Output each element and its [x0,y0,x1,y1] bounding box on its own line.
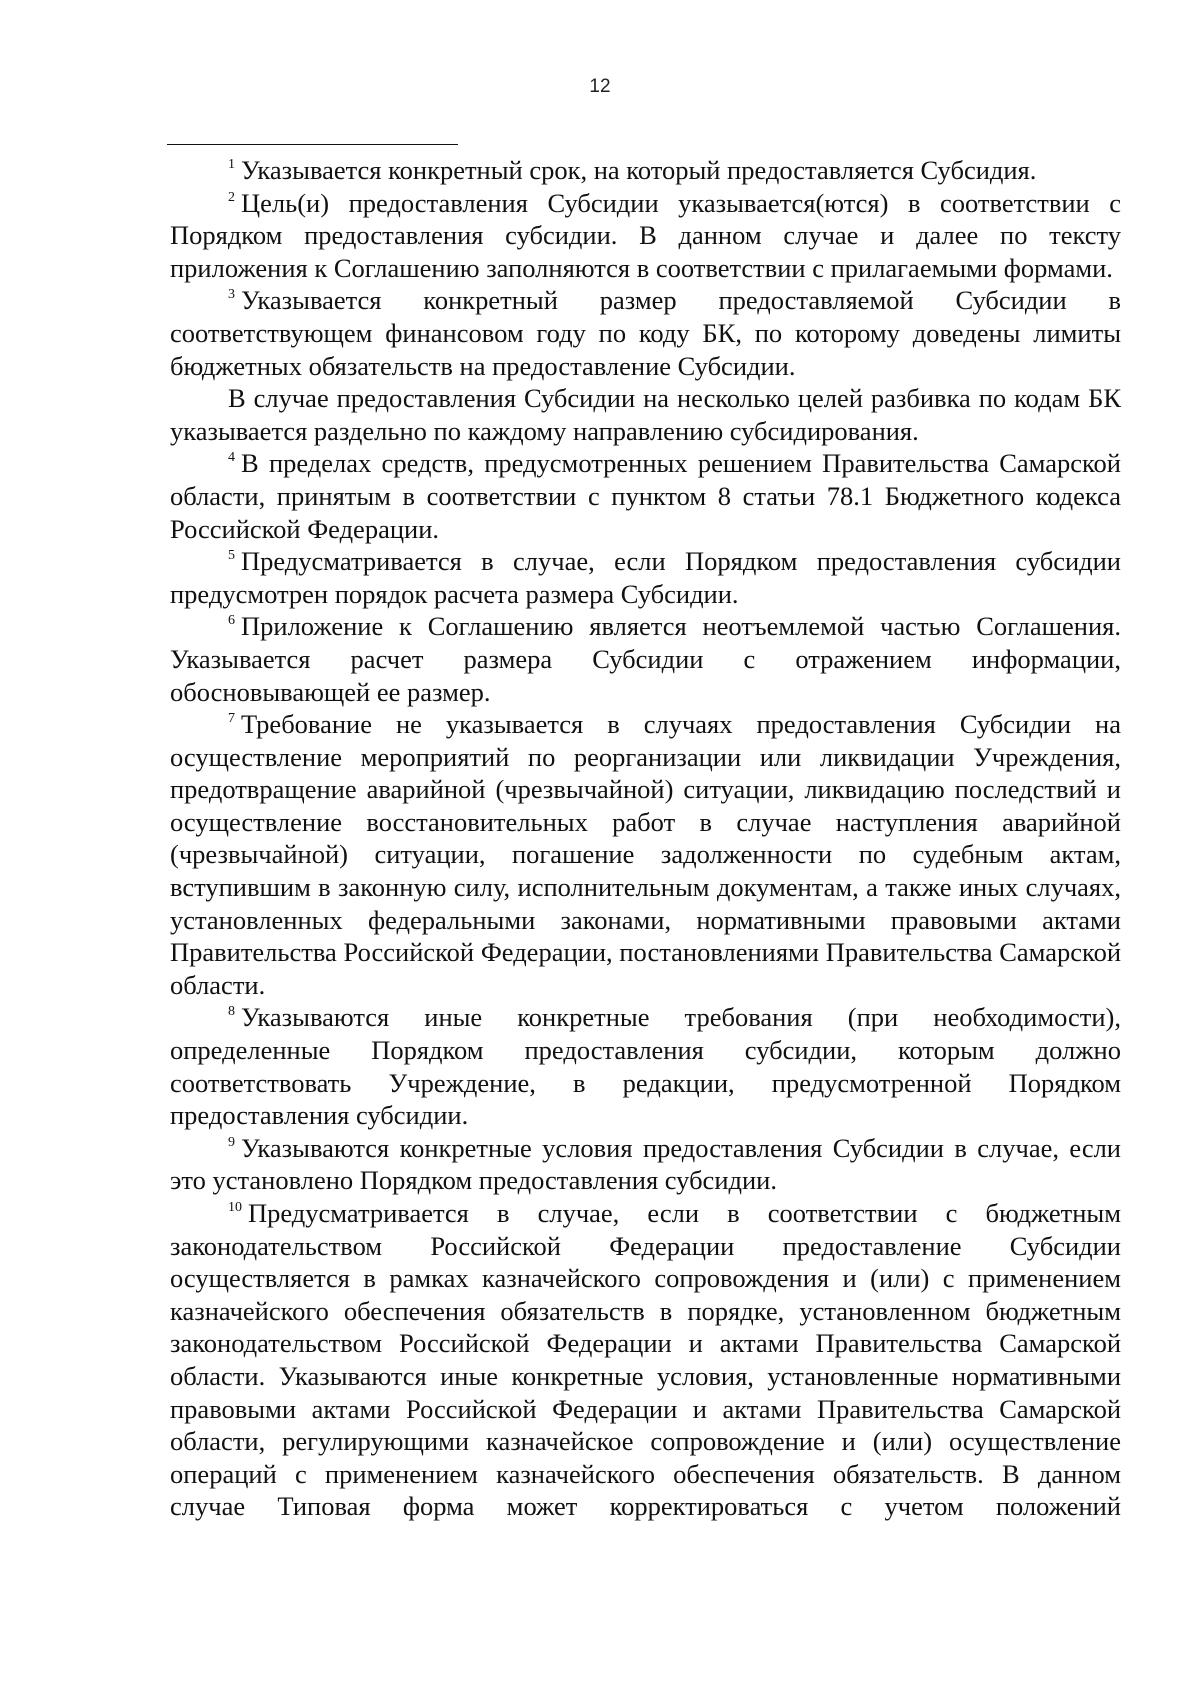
footnote-text: В пределах средств, предусмотренных решением Правительства Самарской области, принятым в соответствии с пунктом 8 статьи 78.1 Бюджетного кодекса Российской Федерации. [170,448,1121,544]
footnote-text: Цель(и) предоставления Субсидии указывается(ются) в соответствии с Порядком предоставления субсидии. В данном случае и далее по тексту приложения к Соглашению заполняются в соответствии с прилагаемыми формами. [170,187,1121,283]
footnote-1 [170,154,1121,187]
footnote-7 [170,708,1121,1001]
footnote-mark: 2 [228,189,235,205]
footnote-mark: 9 [228,1134,235,1150]
footnote-mark: 10 [228,1200,242,1215]
footnote-mark: 6 [228,613,235,629]
footnote-3-continuation [170,382,1121,447]
footnote-text: Предусматривается в случае, если Порядком предоставления субсидии предусмотрен порядок расчета размера Субсидии. [170,546,1121,609]
footnote-mark: 1 [228,157,235,172]
footnote-text: Указывается конкретный размер предоставляемой Субсидии в соответствующем финансовом году по коду БК, по которому доведены лимиты бюджетных обязательств на предоставление Субсидии. [170,285,1121,381]
footnote-3 [170,284,1121,382]
footnote-text: Предусматривается в случае, если в соответствии с бюджетным законодательством Российской Федерации предоставление Субсидии осуществляется в рамках казначейского сопровождения и (или) с применением казначейского обеспечения обязательств в порядке, установленном бюджетным законодательством Российской Федерации и актами Правительства Самарской области. Указываются иные конкретные условия, установленные нормативными правовыми актами Российской Федерации и актами Правительства Самарской области, регулирующими казначейское сопровождение и (или) осуществление операций с применением казначейского обеспечения обязательств. В данном случае Типовая форма может корректироваться с учетом положений [170,1198,1121,1522]
page-number: 12 [589,76,611,97]
footnote-text: Указывается конкретный срок, на который предоставляется Субсидия. [241,155,1037,185]
footnote-mark: 3 [228,287,235,303]
footnote-mark: 8 [228,1004,235,1020]
footnote-mark: 5 [228,548,235,564]
footnote-text: Требование не указывается в случаях предоставления Субсидии на осуществление мероприятий по реорганизации или ликвидации Учреждения, предотвращение аварийной (чрезвычайной) ситуации, ликвидацию последствий и осуществление восстановительных работ в случае наступления аварийной (чрезвычайной) ситуации, погашение задолженности по судебным актам, вступившим в законную силу, исполнительным документам, а также иных случаях, установленных федеральными законами, нормативными правовыми актами Правительства Российской Федерации, постановлениями Правительства Самарской области. [170,709,1121,1000]
footnote-8 [170,1001,1121,1131]
footnote-5 [170,545,1121,610]
footnote-text: Приложение к Соглашению является неотъемлемой частью Соглашения. Указывается расчет размера Субсидии с отражением информации, обосновывающей ее размер. [170,611,1121,707]
footnote-text: Указываются конкретные условия предоставления Субсидии в случае, если это установлено Порядком предоставления субсидии. [170,1132,1121,1196]
footnote-9 [170,1132,1121,1197]
footnote-6 [170,610,1121,708]
footnote-text: Указываются иные конкретные требования (при необходимости), определенные Порядком предоставления субсидии, которым должно соответствовать Учреждение, в редакции, предусмотренной Порядком предоставления субсидии. [170,1002,1121,1131]
footnotes-section [170,154,1121,1523]
footnote-2 [170,187,1121,285]
footnote-separator [167,144,458,145]
footnote-4 [170,447,1121,545]
footnote-10 [170,1197,1121,1523]
footnote-mark: 4 [228,450,235,466]
footnote-mark: 7 [228,711,235,727]
footnote-text: В случае предоставления Субсидии на несколько целей разбивка по кодам БК указывается раздельно по каждому направлению субсидирования. [170,383,1121,446]
